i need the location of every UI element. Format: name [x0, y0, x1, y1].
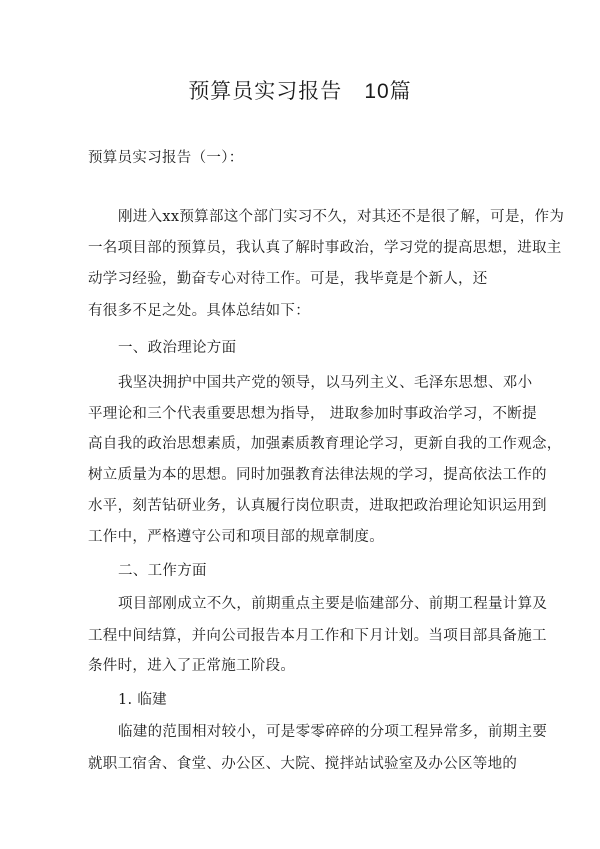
- title-main: 预算员实习报告: [188, 79, 343, 103]
- paragraph-line: 动学习经验，勤奋专心对待工作。可是，我毕竟是个新人，还: [88, 271, 488, 287]
- paragraph-line: 项目部刚成立不久，前期重点主要是临建部分、前期工程量计算及: [118, 596, 548, 612]
- paragraph-line: 我坚决拥护中国共产党的领导，以马列主义、毛泽东思想、邓小: [118, 375, 533, 391]
- title-count: 10篇: [364, 80, 412, 103]
- paragraph-line: 工程中间结算，并向公司报告本月工作和下月计划。当项目部具备施工: [88, 628, 547, 644]
- section-heading: 二、工作方面: [118, 563, 207, 579]
- paragraph-line: 有很多不足之处。具体总结如下：: [88, 303, 310, 319]
- report-subtitle: 预算员实习报告（一）：: [88, 150, 244, 166]
- section-heading: 一、政治理论方面: [118, 340, 237, 356]
- paragraph-line: 就职工宿舍、食堂、办公区、大院、搅拌站试验室及办公区等地的: [88, 756, 518, 772]
- paragraph-line: 一名项目部的预算员，我认真了解时事政治，学习党的提高思想，进取主: [88, 240, 562, 256]
- paragraph-line: 工作中，严格遵守公司和项目部的规章制度。: [88, 529, 384, 545]
- paragraph-line: 平理论和三个代表重要思想为指导， 进取参加时事政治学习，不断提: [88, 406, 537, 422]
- paragraph-line: 树立质量为本的思想。同时加强教育法律法规的学习，提高依法工作的: [88, 467, 547, 483]
- paragraph-line: 水平，刻苦钻研业务，认真履行岗位职责，进取把政治理论知识运用到: [88, 498, 547, 514]
- paragraph-line: 条件时，进入了正常施工阶段。: [88, 658, 296, 674]
- document-title: [0, 76, 600, 107]
- subsection-heading: 1. 临建: [118, 692, 167, 708]
- paragraph-line: 临建的范围相对较小，可是零零碎碎的分项工程异常多，前期主要: [118, 724, 548, 740]
- paragraph-line: 刚进入xx预算部这个部门实习不久，对其还不是很了解，可是，作为: [118, 209, 565, 225]
- paragraph-line: 高自我的政治思想素质，加强素质教育理论学习，更新自我的工作观念，: [88, 436, 562, 452]
